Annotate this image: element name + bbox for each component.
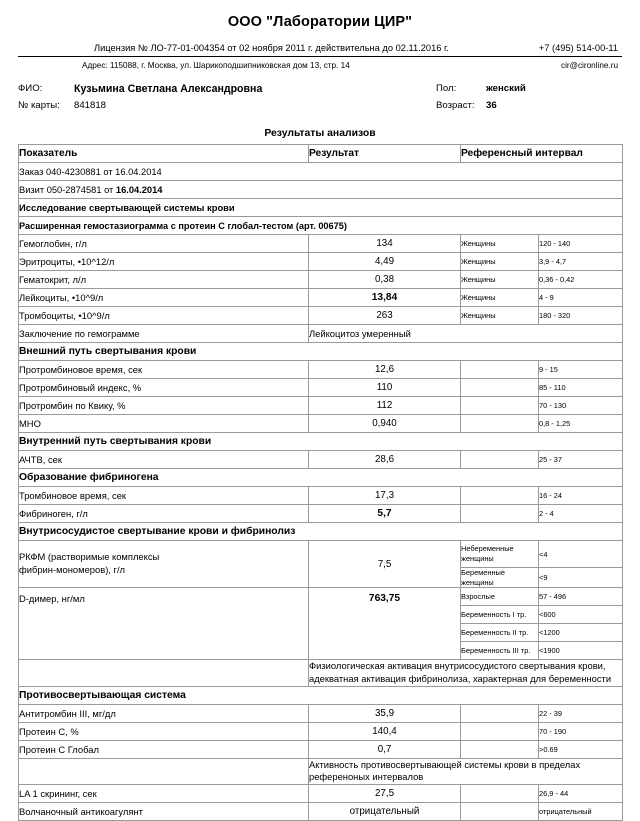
results-title: Результаты анализов [264,128,376,139]
reference-value: <4 [539,541,623,568]
section-anticoagulant-label: Противосвертывающая система [19,686,623,704]
reference-label: Женщины [461,253,539,271]
visit-date: 16.04.2014 [115,184,163,195]
table-row [19,505,623,523]
table-row [19,307,623,325]
column-header-indicator: Показатель [19,145,309,163]
table-row [19,415,623,433]
table-row [19,704,623,722]
patient-name-label: ФИО: [18,83,43,94]
order-date: 16.04.2014 [115,166,162,177]
reference-label [461,722,539,740]
reference-value: 9 - 15 [539,361,623,379]
analyte-name: МНО [19,415,309,433]
reference-label [461,379,539,397]
patient-age-label: Возраст: [436,100,475,111]
patient-info [18,83,622,117]
reference-label: Женщины [461,271,539,289]
table-row [19,397,623,415]
table-row [19,271,623,289]
table-row [19,803,623,821]
reference-value: 16 - 24 [539,487,623,505]
address-text: Адрес: 115088, г. Москва, ул. Шарикоподшипниковская дом 13, стр. 14 [82,61,350,70]
reference-value: 4 - 9 [539,289,623,307]
reference-label [461,397,539,415]
table-row [19,487,623,505]
analyte-result: 17,3 [309,487,461,505]
table-row [19,361,623,379]
reference-label: Беременность II тр. [461,624,539,642]
conclusion-empty-cell [19,758,309,784]
analyte-name: Заключение по гемограмме [19,325,309,343]
table-row [19,588,623,606]
patient-sex-label: Пол: [436,83,457,94]
results-table [18,144,623,821]
analyte-name: Тромбиновое время, сек [19,487,309,505]
license-text: Лицензия № ЛО-77-01-004354 от 02 ноября 2011 г. действительна до 02.11.2016 г. [94,43,449,53]
analyte-name-line2: фибрин-мономеров), г/л [19,564,126,576]
reference-label: Взрослые [461,588,539,606]
reference-value: 0,36 - 0,42 [539,271,623,289]
analyte-result: 27,5 [309,785,461,803]
reference-label [461,415,539,433]
analyte-result: 110 [309,379,461,397]
phone-number: +7 (495) 514-00-11 [538,43,618,53]
section-study-row [19,199,623,217]
reference-value: 25 - 37 [539,451,623,469]
analyte-name: LA 1 скрининг, сек [19,785,309,803]
section-fibrinogen-formation-row [19,469,623,487]
analyte-name: Протеин С Глобал [19,740,309,758]
analyte-result: 7,5 [309,541,461,588]
section-internal-path-row [19,433,623,451]
table-row [19,235,623,253]
analyte-result: 12,6 [309,361,461,379]
analyte-result: 134 [309,235,461,253]
section-external-path-label: Внешний путь свертывания крови [19,343,623,361]
reference-label: Беременность I тр. [461,606,539,624]
analyte-result: 5,7 [309,505,461,523]
analyte-result: 35,9 [309,704,461,722]
reference-value: <9 [539,568,623,588]
analyte-name: Протромбин по Квику, % [19,397,309,415]
analyte-result: 4,49 [309,253,461,271]
visit-label: Визит 050-2874581 от [19,184,114,195]
analyte-name [19,541,309,588]
section-study-label: Исследование свертывающей системы крови [19,199,623,217]
analyte-result: Лейкоцитоз умеренный [309,325,623,343]
anticoagulant-conclusion-row [19,758,623,784]
table-row [19,722,623,740]
table-row [19,740,623,758]
analyte-result: 28,6 [309,451,461,469]
email-address: cir@cironline.ru [561,61,618,70]
reference-label [461,487,539,505]
section-panel-label: Расширенная гемостазиограмма с протеин С глобал-тестом (арт. 00675) [19,217,623,235]
patient-card-value: 841818 [74,100,107,111]
table-header-row [19,145,623,163]
section-panel-row [19,217,623,235]
intravascular-conclusion: Физиологическая активация внутрисосудистого свертывания крови, адекватная активация фибринолиза, характерная для беременности [309,660,623,686]
analyte-name: Протромбиновое время, сек [19,361,309,379]
reference-label: Женщины [461,235,539,253]
reference-label: Небеременные женщины [461,541,539,568]
section-anticoagulant-row [19,686,623,704]
table-row [19,289,623,307]
table-row [19,379,623,397]
patient-name-value: Кузьмина Светлана Александровна [74,83,263,95]
analyte-name: Лейкоциты, •10^9/л [19,289,309,307]
column-header-reference: Референсный интервал [461,145,623,163]
table-row [19,785,623,803]
analyte-result: 763,75 [309,588,461,660]
address-row [18,61,622,70]
analyte-name: Эритроциты, •10^12/л [19,253,309,271]
section-intravascular-label: Внутрисосудистое свертывание крови и фибринолиз [19,523,623,541]
reference-value: 3,9 - 4,7 [539,253,623,271]
reference-label [461,451,539,469]
reference-value: 57 - 496 [539,588,623,606]
section-external-path-row [19,343,623,361]
order-row [19,163,623,181]
reference-value: <1900 [539,642,623,660]
patient-age-value: 36 [486,100,497,111]
reference-label [461,803,539,821]
intravascular-conclusion-row [19,660,623,686]
patient-sex-value: женский [486,83,526,94]
analyte-result: 0,7 [309,740,461,758]
section-intravascular-row [19,523,623,541]
reference-value: 26,9 - 44 [539,785,623,803]
analyte-name: Фибриноген, г/л [19,505,309,523]
reference-label [461,361,539,379]
reference-value: 22 - 39 [539,704,623,722]
analyte-name-line1: РКФМ (растворимые комплексы [19,551,160,563]
reference-value: 85 - 110 [539,379,623,397]
visit-row [19,181,623,199]
table-row [19,325,623,343]
license-row [18,43,622,57]
analyte-name: Тромбоциты, •10^9/л [19,307,309,325]
reference-value: 2 - 4 [539,505,623,523]
reference-label [461,740,539,758]
analyte-result: 140,4 [309,722,461,740]
reference-value: 70 - 130 [539,397,623,415]
reference-label [461,505,539,523]
patient-card-label: № карты: [18,100,60,111]
reference-value: 70 - 190 [539,722,623,740]
analyte-result: 112 [309,397,461,415]
table-row [19,541,623,568]
analyte-result: отрицательный [309,803,461,821]
reference-value: 180 - 320 [539,307,623,325]
analyte-result: 0,38 [309,271,461,289]
reference-label: Беременные женщины [461,568,539,588]
column-header-result: Результат [309,145,461,163]
reference-value: >0.69 [539,740,623,758]
section-fibrinogen-formation-label: Образование фибриногена [19,469,623,487]
organization-title: ООО "Лаборатории ЦИР" [227,14,413,30]
reference-value: 0,8 - 1,25 [539,415,623,433]
analyte-name: Антитромбин III, мг/дл [19,704,309,722]
analyte-name: Гематокрит, л/л [19,271,309,289]
analyte-result: 13,84 [309,289,461,307]
analyte-name: Протеин С, % [19,722,309,740]
analyte-name: АЧТВ, сек [19,451,309,469]
analyte-name: Гемоглобин, г/л [19,235,309,253]
anticoagulant-conclusion: Активность противосвертывающей системы крови в пределах референоных интервалов [309,758,623,784]
analyte-result: 0,940 [309,415,461,433]
reference-value: <1200 [539,624,623,642]
reference-value: отрицательный [539,803,623,821]
reference-label [461,704,539,722]
reference-value: <600 [539,606,623,624]
analyte-name: Волчаночный антикоагулянт [19,803,309,821]
order-label: Заказ 040-4230881 от [19,166,113,177]
conclusion-empty-cell [19,660,309,686]
order-cell [19,163,623,181]
section-internal-path-label: Внутренний путь свертывания крови [19,433,623,451]
reference-label: Беременность III тр. [461,642,539,660]
visit-cell [19,181,623,199]
reference-value: 120 - 140 [539,235,623,253]
reference-label: Женщины [461,289,539,307]
analyte-name: D-димер, нг/мл [19,588,309,660]
table-row [19,253,623,271]
reference-label: Женщины [461,307,539,325]
table-row [19,451,623,469]
analyte-result: 263 [309,307,461,325]
analyte-name: Протромбиновый индекс, % [19,379,309,397]
reference-label [461,785,539,803]
